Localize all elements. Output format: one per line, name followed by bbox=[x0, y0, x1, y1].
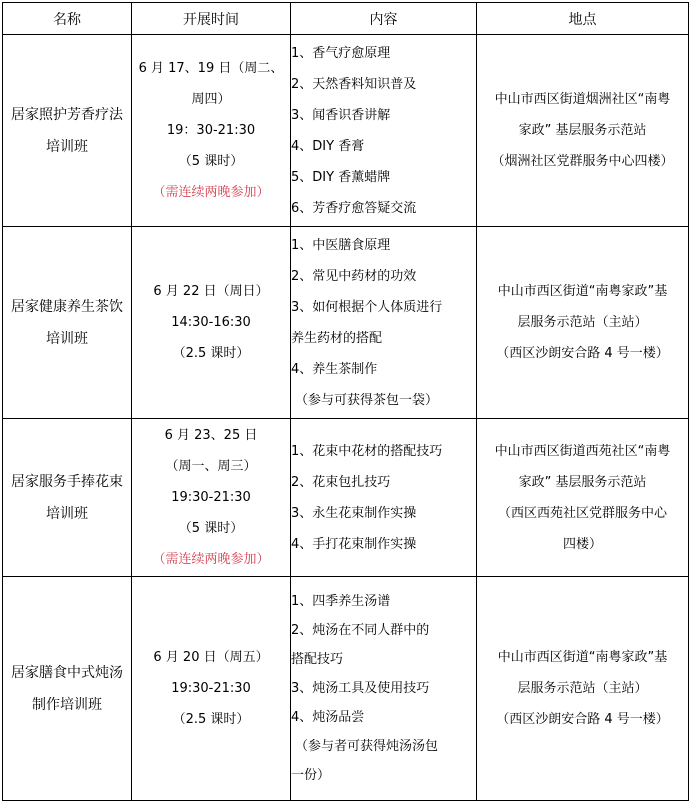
header-place: 地点 bbox=[477, 3, 689, 35]
course-time: 6 月 23、25 日 （周一、周三） 19:30-21:30 （5 课时） （需连续两晚参加） bbox=[132, 419, 291, 577]
header-name: 名称 bbox=[3, 3, 132, 35]
course-name: 居家膳食中式炖汤 制作培训班 bbox=[3, 577, 132, 801]
attendance-note: （需连续两晚参加） bbox=[152, 185, 270, 200]
header-time: 开展时间 bbox=[132, 3, 291, 35]
header-content: 内容 bbox=[291, 3, 477, 35]
attendance-note: （需连续两晚参加） bbox=[152, 552, 270, 567]
course-name: 居家健康养生茶饮 培训班 bbox=[3, 227, 132, 419]
course-time: 6 月 20 日（周五） 19:30-21:30 （2.5 课时） bbox=[132, 577, 291, 801]
course-content: 1、中医膳食原理 2、常见中药材的功效 3、如何根据个人体质进行 养生药材的搭配 4、养生茶制作 （参与可获得茶包一袋） bbox=[291, 227, 477, 419]
table-row bbox=[3, 577, 689, 801]
training-schedule-table bbox=[2, 2, 689, 801]
table-row bbox=[3, 419, 689, 577]
course-time: 6 月 17、19 日（周二、 周四） 19：30-21:30 （5 课时） （需连续两晚参加） bbox=[132, 35, 291, 227]
course-name: 居家照护芳香疗法 培训班 bbox=[3, 35, 132, 227]
course-content: 1、香气疗愈原理 2、天然香料知识普及 3、闻香识香讲解 4、DIY 香膏 5、DIY 香薰蜡牌 6、芳香疗愈答疑交流 bbox=[291, 35, 477, 227]
course-place: 中山市西区街道“南粤家政”基 层服务示范站（主站） （西区沙朗安合路 4 号一楼） bbox=[477, 227, 689, 419]
course-content: 1、四季养生汤谱 2、炖汤在不同人群中的 搭配技巧 3、炖汤工具及使用技巧 4、炖汤品尝 （参与者可获得炖汤汤包 一份） bbox=[291, 577, 477, 801]
course-name: 居家服务手捧花束 培训班 bbox=[3, 419, 132, 577]
course-place: 中山市西区街道“南粤家政”基 层服务示范站（主站） （西区沙朗安合路 4 号一楼） bbox=[477, 577, 689, 801]
course-place: 中山市西区街道西苑社区“南粤 家政” 基层服务示范站 （西区西苑社区党群服务中心 四楼） bbox=[477, 419, 689, 577]
header-row bbox=[3, 3, 689, 35]
course-content: 1、花束中花材的搭配技巧 2、花束包扎技巧 3、永生花束制作实操 4、手打花束制作实操 bbox=[291, 419, 477, 577]
table-row bbox=[3, 227, 689, 419]
course-place: 中山市西区街道烟洲社区“南粤 家政” 基层服务示范站 （烟洲社区党群服务中心四楼） bbox=[477, 35, 689, 227]
course-time: 6 月 22 日（周日） 14:30-16:30 （2.5 课时） bbox=[132, 227, 291, 419]
table-row bbox=[3, 35, 689, 227]
